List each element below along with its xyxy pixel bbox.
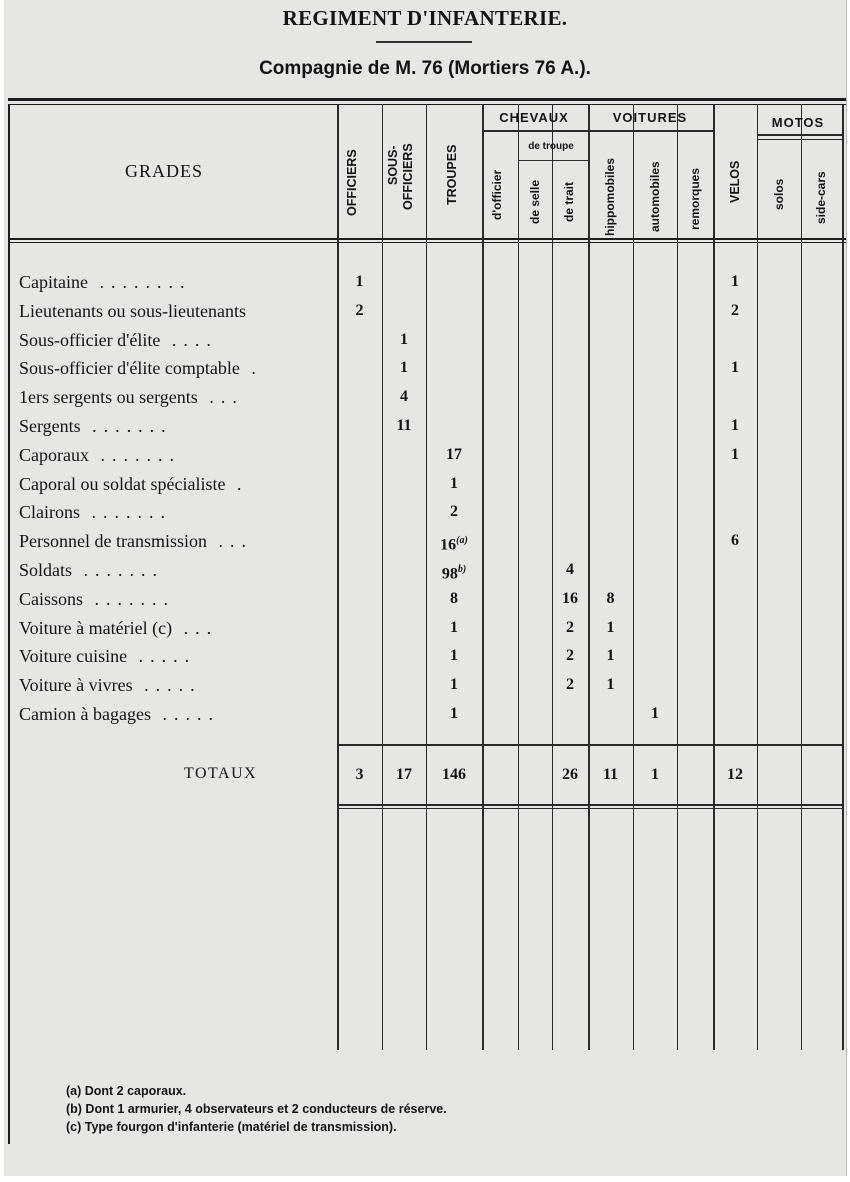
header-solos: solos xyxy=(772,178,786,210)
row-label xyxy=(19,443,331,467)
cell-sous-officiers xyxy=(382,328,426,352)
total-troupes: 146 xyxy=(442,766,466,783)
chevaux-rule xyxy=(482,130,588,132)
cell-value: 2 xyxy=(566,676,574,694)
cell-value: 1 xyxy=(400,359,408,377)
header-sous-officiers-1: SOUS- xyxy=(386,145,400,185)
header-d-officier: d'officier xyxy=(490,169,504,220)
total-sous-officiers: 17 xyxy=(396,766,412,783)
cell-value: 98 xyxy=(441,565,458,583)
cell-officiers xyxy=(337,299,382,323)
row-label-text: Lieutenants ou sous-lieutenants xyxy=(19,300,246,321)
motos-rule-2 xyxy=(757,139,842,140)
cell-value: 1 xyxy=(450,705,458,722)
header-voitures: VOITURES xyxy=(612,110,688,125)
column-rule xyxy=(337,104,339,1050)
title-rule xyxy=(376,41,472,43)
row-label xyxy=(19,558,331,582)
footnote-ref: (a) xyxy=(456,535,468,547)
column-rule xyxy=(588,104,590,1050)
cell-velos xyxy=(713,356,757,380)
leader-dots: ..... xyxy=(127,646,197,667)
cell-value: 1 xyxy=(731,417,739,434)
row-label-text: Capitaine xyxy=(19,272,88,292)
cell-troupes xyxy=(426,472,482,496)
row-label-text: Clairons xyxy=(19,502,80,523)
cell-velos xyxy=(713,270,757,294)
row-label-text: Sergents xyxy=(19,416,81,436)
table-top-rule xyxy=(8,98,846,101)
header-troupes: TROUPES xyxy=(445,144,459,205)
row-label xyxy=(19,414,331,438)
totals-top-rule xyxy=(337,744,842,746)
table-left-border xyxy=(8,104,10,1144)
row-label-text: Camion à bagages xyxy=(19,704,151,724)
cell-troupes xyxy=(426,644,482,668)
leader-dots: . xyxy=(239,358,263,379)
total-de-trait: 26 xyxy=(562,766,578,783)
cell-value: 1 xyxy=(450,647,458,665)
leader-dots: ... xyxy=(197,387,244,408)
row-label xyxy=(19,356,331,380)
cell-troupes xyxy=(426,500,482,524)
column-rule xyxy=(482,104,484,1050)
header-automobiles: automobiles xyxy=(648,161,662,232)
column-rule xyxy=(713,104,715,1050)
row-label-text: Voiture à matériel (c) xyxy=(19,617,173,638)
leader-dots: ... xyxy=(172,617,219,638)
total-hippomobiles: 11 xyxy=(602,766,619,783)
footnote-ref: b) xyxy=(457,564,467,575)
leader-dots: ... xyxy=(206,531,253,552)
row-label xyxy=(19,328,331,352)
totals-bottom-rule-2 xyxy=(337,808,842,809)
header-motos: MOTOS xyxy=(771,115,825,130)
total-officiers: 3 xyxy=(355,766,364,783)
cell-velos xyxy=(713,414,757,438)
cell-troupes xyxy=(426,529,482,553)
row-label xyxy=(19,270,331,294)
cell-value: 1 xyxy=(651,705,659,722)
cell-value: 1 xyxy=(606,618,615,636)
row-label-text: Caporal ou soldat spécialiste xyxy=(19,473,226,494)
footnote-c: (c) Type fourgon d'infanterie (matériel de transmission). xyxy=(66,1120,397,1134)
cell-value: 2 xyxy=(450,503,458,521)
row-label-text: Sous-officier d'élite comptable xyxy=(19,358,240,379)
cell-value: 1 xyxy=(450,474,458,492)
cell-de-trait xyxy=(552,644,588,668)
cell-troupes xyxy=(426,616,482,640)
leader-dots: .... xyxy=(160,329,218,350)
cell-value: 1 xyxy=(400,330,408,348)
motos-rule xyxy=(757,134,842,136)
cell-value: 2 xyxy=(566,618,574,636)
header-side-cars: side-cars xyxy=(814,171,828,224)
row-label xyxy=(19,472,331,496)
page-subtitle: Compagnie de M. 76 (Mortiers 76 A.). xyxy=(259,58,591,79)
leader-dots: ....... xyxy=(72,560,165,580)
cell-value: 4 xyxy=(400,388,408,406)
header-de-selle: de selle xyxy=(528,179,542,224)
cell-troupes xyxy=(426,587,482,611)
cell-value: 11 xyxy=(396,417,412,434)
cell-value: 16 xyxy=(440,536,457,554)
header-sous-officiers-2: OFFICIERS xyxy=(401,143,415,210)
header-remorques: remorques xyxy=(688,167,702,230)
cell-value: 1 xyxy=(731,359,739,377)
cell-sous-officiers xyxy=(382,414,426,438)
column-rule xyxy=(757,104,758,1050)
row-label-text: Soldats xyxy=(19,560,73,580)
cell-de-trait xyxy=(552,587,588,611)
column-rule xyxy=(842,104,844,1050)
cell-value: 6 xyxy=(731,532,739,550)
footnote-b: (b) Dont 1 armurier, 4 observateurs et 2 conducteurs de réserve. xyxy=(66,1102,447,1116)
row-label-text: Sous-officier d'élite xyxy=(19,329,161,350)
cell-automobiles xyxy=(633,702,677,726)
cell-value: 1 xyxy=(606,647,615,665)
de-troupe-rule xyxy=(518,160,588,161)
cell-troupes xyxy=(426,558,482,582)
cell-velos xyxy=(713,299,757,323)
row-label xyxy=(19,673,331,697)
cell-troupes xyxy=(426,673,482,697)
column-rule xyxy=(633,104,634,1050)
document-page xyxy=(4,0,847,1176)
row-label-text: Personnel de transmission xyxy=(19,531,207,552)
table-top-rule-2 xyxy=(8,104,846,105)
cell-value: 1 xyxy=(731,445,739,463)
footnotes xyxy=(66,1082,447,1136)
cell-hippomobiles xyxy=(588,673,633,697)
leader-dots: ........ xyxy=(87,272,192,292)
cell-velos xyxy=(713,443,757,467)
cell-value: 2 xyxy=(355,301,364,319)
footnote-a: (a) Dont 2 caporaux. xyxy=(66,1084,187,1098)
cell-hippomobiles xyxy=(588,644,633,668)
cell-value: 1 xyxy=(450,618,458,636)
cell-hippomobiles xyxy=(588,616,633,640)
cell-troupes xyxy=(426,443,482,467)
row-label-text: Voiture à vivres xyxy=(19,675,133,696)
header-bottom-rule-2 xyxy=(8,242,846,243)
row-label xyxy=(19,500,331,524)
row-label xyxy=(19,616,331,640)
leader-dots: ..... xyxy=(132,675,202,696)
row-label-text: Caporaux xyxy=(19,444,89,465)
cell-value: 2 xyxy=(731,301,739,319)
total-velos: 12 xyxy=(727,766,743,783)
cell-value: 4 xyxy=(566,561,574,578)
cell-value: 1 xyxy=(606,676,615,694)
cell-value: 1 xyxy=(355,273,364,290)
row-label xyxy=(19,587,331,611)
leader-dots: . xyxy=(225,473,249,494)
header-grades: GRADES xyxy=(124,161,203,181)
header-chevaux: CHEVAUX xyxy=(499,110,569,125)
column-rule xyxy=(518,104,519,1050)
row-label-text: 1ers sergents ou sergents xyxy=(19,387,198,408)
header-bottom-rule xyxy=(8,238,846,240)
leader-dots: ....... xyxy=(80,502,172,523)
cell-de-trait xyxy=(552,673,588,697)
cell-value: 2 xyxy=(566,647,574,665)
cell-value: 16 xyxy=(562,589,578,607)
page-title: REGIMENT D'INFANTERIE. xyxy=(282,6,568,30)
cell-officiers xyxy=(337,270,382,294)
leader-dots: ....... xyxy=(88,444,181,465)
cell-sous-officiers xyxy=(382,385,426,409)
cell-de-trait xyxy=(552,558,588,582)
cell-troupes xyxy=(426,702,482,726)
total-automobiles: 1 xyxy=(651,766,659,783)
cell-hippomobiles xyxy=(588,587,633,611)
cell-de-trait xyxy=(552,616,588,640)
cell-value: 1 xyxy=(731,273,739,290)
cell-value: 17 xyxy=(446,445,462,463)
row-label xyxy=(19,385,331,409)
header-hippomobiles: hippomobiles xyxy=(603,158,617,236)
cell-value: 1 xyxy=(450,676,458,694)
header-de-troupe: de troupe xyxy=(528,141,574,152)
cell-sous-officiers xyxy=(382,356,426,380)
leader-dots: ....... xyxy=(80,416,173,436)
row-label-text: Caissons xyxy=(19,588,84,609)
row-label xyxy=(19,299,331,323)
row-label-text: Voiture cuisine xyxy=(19,646,128,667)
cell-velos xyxy=(713,529,757,553)
cell-value: 8 xyxy=(606,589,615,607)
leader-dots: ..... xyxy=(150,704,220,724)
header-officiers: OFFICIERS xyxy=(345,149,359,216)
row-label xyxy=(19,702,331,726)
header-velos: VELOS xyxy=(728,160,742,203)
header-de-trait: de trait xyxy=(562,181,576,222)
totals-bottom-rule xyxy=(337,804,842,806)
column-rule xyxy=(382,104,383,1050)
column-rule xyxy=(677,104,678,1050)
cell-value: 8 xyxy=(450,589,458,607)
column-rule xyxy=(801,104,802,1050)
leader-dots: ....... xyxy=(83,588,176,609)
totals-label: TOTAUX xyxy=(184,765,258,782)
row-label xyxy=(19,644,331,668)
voitures-rule xyxy=(588,130,713,132)
row-label xyxy=(19,529,331,553)
